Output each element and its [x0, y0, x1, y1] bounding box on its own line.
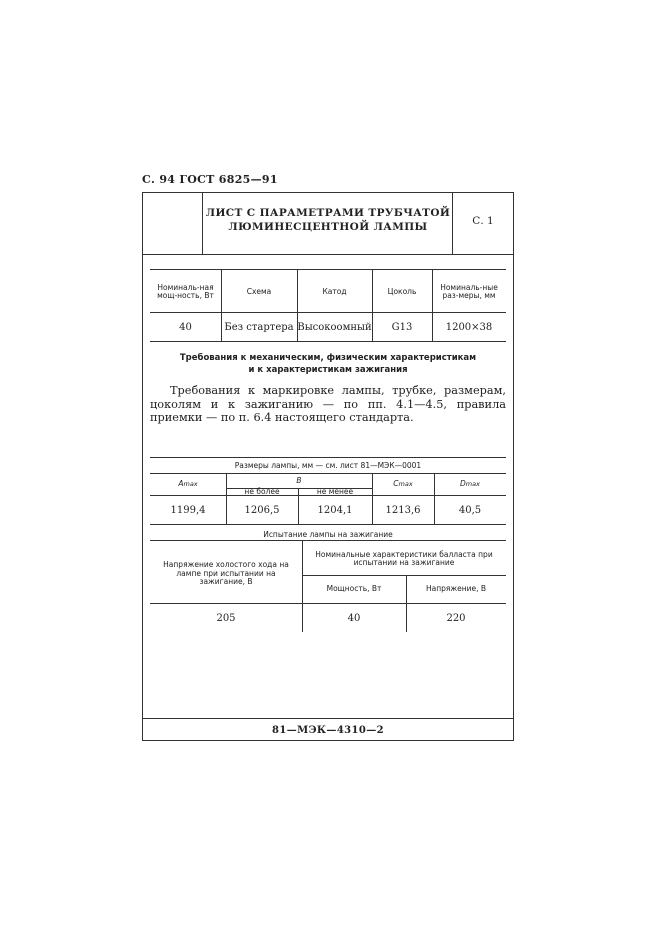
title-line-1: ЛИСТ С ПАРАМЕТРАМИ ТРУБЧАТОЙ — [205, 207, 451, 219]
header-dimensions: Номиналь-ные раз-меры, мм — [440, 282, 498, 300]
header-ballast-voltage: Напряжение, В — [425, 584, 487, 594]
header-a-max: A max — [178, 479, 198, 489]
value-b-max: 1206,5 — [244, 504, 280, 516]
value-ballast-voltage: 220 — [446, 612, 466, 624]
value-c-max: 1213,6 — [385, 504, 421, 516]
value-cathode: Высокоомный — [297, 321, 372, 333]
value-b-min: 1204,1 — [317, 504, 353, 516]
header-b: B — [296, 475, 302, 485]
value-d-max: 40,5 — [458, 504, 482, 516]
header-b-min: не менее — [316, 486, 354, 496]
value-scheme: Без стартера — [224, 321, 294, 333]
header-open-circuit-voltage: Напряжение холостого хода на лампе при испытании на зажигание, В — [163, 560, 289, 587]
header-b-max: не более — [244, 486, 280, 496]
document-code: 81—МЭК—4310—2 — [271, 725, 385, 736]
value-cap: G13 — [391, 321, 413, 333]
value-dimensions: 1200×38 — [445, 321, 493, 333]
title-bottom-rule — [142, 254, 514, 255]
page-header: С. 94 ГОСТ 6825—91 — [142, 173, 278, 186]
header-c-max: C max — [393, 479, 413, 489]
header-power: Номиналь-ная мощ-ность, Вт — [157, 282, 214, 300]
value-ballast-power: 40 — [347, 612, 361, 624]
header-d-max: D max — [460, 479, 480, 489]
value-open-circuit-voltage: 205 — [216, 612, 236, 624]
value-a-max: 1199,4 — [170, 504, 206, 516]
document-title — [203, 206, 453, 234]
header-scheme: Схема — [246, 286, 272, 296]
sheet-number: С. 1 — [472, 215, 494, 227]
ignition-caption: Испытание лампы на зажигание — [263, 530, 393, 539]
dimensions-caption: Размеры лампы, мм — см. лист 81—МЭК—0001 — [234, 461, 422, 470]
header-ballast-group: Номинальные характеристики балласта при испытании на зажигание — [315, 549, 493, 567]
requirements-paragraph: Требования к маркировке лампы, трубке, размерам, цоколям и к зажиганию — по пп. 4.1—4.5, правила приемки — по п. 6.4 настоящего стандарта. — [150, 384, 506, 424]
requirements-heading — [150, 352, 506, 376]
title-line-2: ЛЮМИНЕСЦЕНТНОЙ ЛАМПЫ — [228, 221, 428, 233]
value-power: 40 — [179, 321, 192, 333]
header-cathode: Катод — [322, 286, 347, 296]
header-ballast-power: Мощность, Вт — [326, 584, 382, 594]
requirements-heading-line-1: Требования к механическим, физическим характеристикам — [179, 353, 477, 363]
footer-rule — [142, 718, 514, 719]
header-cap: Цоколь — [387, 286, 417, 296]
requirements-heading-line-2: и к характеристикам зажигания — [248, 365, 408, 375]
